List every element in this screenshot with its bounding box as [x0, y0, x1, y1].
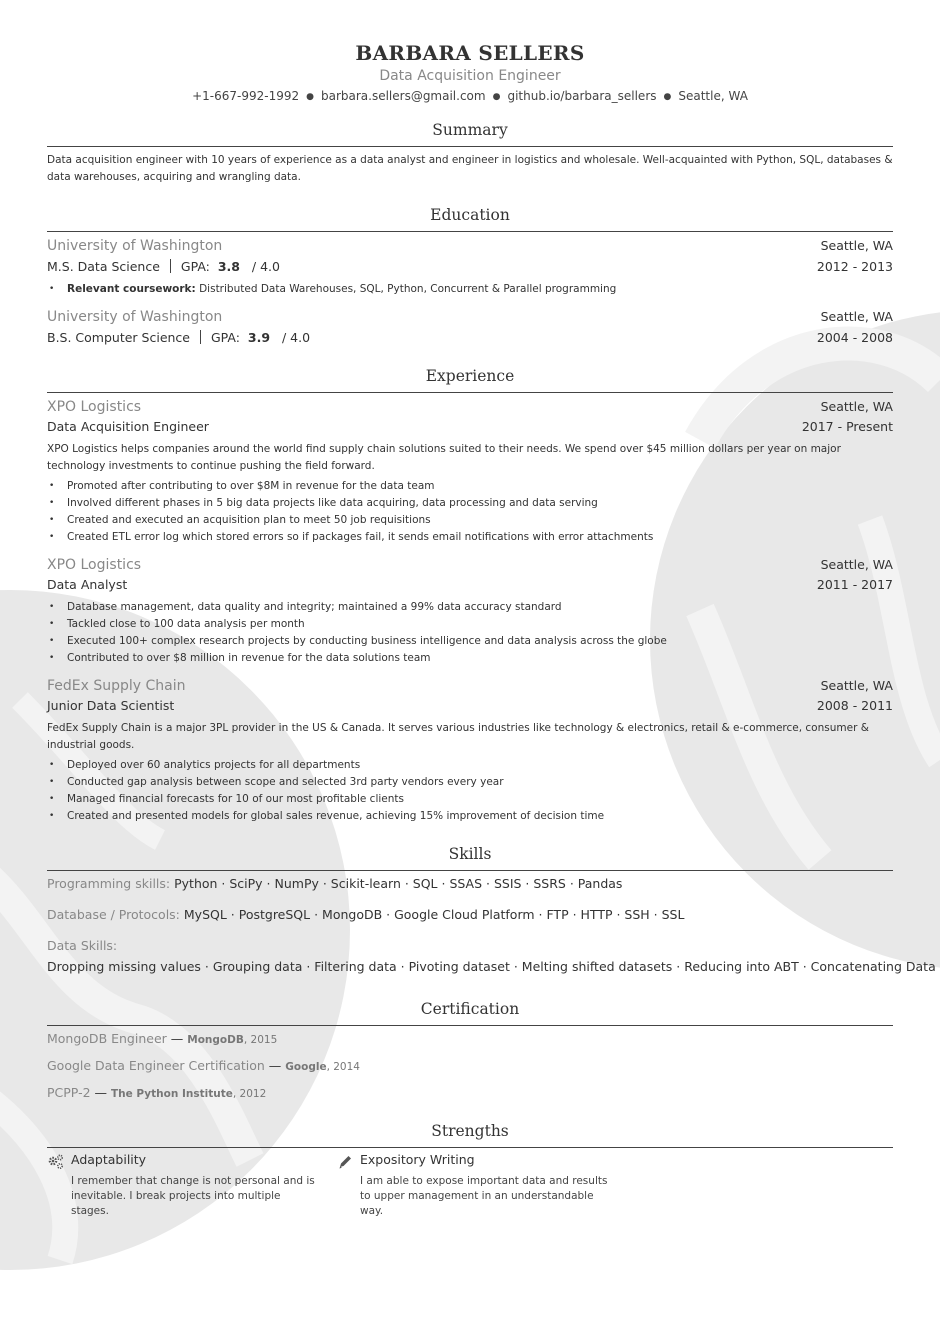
coursework-text: Distributed Data Warehouses, SQL, Python, Concurrent & Parallel programming: [199, 283, 617, 295]
certification-issuer: Google: [285, 1061, 327, 1073]
certification-name: Google Data Engineer Certification: [47, 1058, 265, 1073]
candidate-title: Data Acquisition Engineer: [379, 68, 561, 84]
certification-name: PCPP-2: [47, 1085, 91, 1100]
experience-dates: 2017 - Present: [801, 419, 893, 434]
contact-line: [47, 89, 893, 103]
pencil-icon: [337, 1153, 355, 1171]
list-item: • Created ETL error log which stored errors so if packages fail, it sends email notifications with error attachments: [47, 529, 893, 546]
skill-row: [47, 907, 684, 922]
coursework-list: [47, 281, 893, 298]
list-item: • Created and presented models for global sales revenue, achieving 15% improvement of decision time: [47, 808, 893, 825]
section-divider: [47, 870, 893, 871]
certification-issuer: MongoDB: [187, 1034, 244, 1046]
experience-dates: 2011 - 2017: [816, 577, 893, 592]
experience-location: Seattle, WA: [820, 678, 893, 693]
experience-bullets: [47, 599, 893, 667]
education-location: Seattle, WA: [820, 309, 893, 324]
summary-text: Data acquisition engineer with 10 years of experience as a data analyst and engineer in logistics and wholesale. Well-acquainted with Python, SQL, databases & data warehouses, acquiring and wrangling data.: [47, 154, 893, 183]
separator-bar: [200, 330, 201, 344]
section-title-summary: Summary: [432, 121, 508, 139]
skill-label: Programming skills:: [47, 876, 171, 891]
experience-dates: 2008 - 2011: [816, 698, 893, 713]
experience-company: XPO Logistics: [47, 557, 142, 573]
experience-bullets: [47, 478, 893, 546]
list-item: • Database management, data quality and integrity; maintained a 99% data accuracy standard: [47, 599, 893, 616]
certification-item: MongoDB Engineer — MongoDB, 2015: [47, 1031, 278, 1046]
education-dates: 2004 - 2008: [816, 330, 893, 345]
experience-bullets: [47, 757, 893, 825]
gpa-max: / 4.0: [282, 330, 311, 345]
section-title-experience: Experience: [425, 367, 515, 385]
education-dates: 2012 - 2013: [816, 259, 893, 274]
skill-row: [47, 938, 117, 953]
education-location: Seattle, WA: [820, 238, 893, 253]
gpa-value: 3.9: [247, 330, 271, 345]
skill-row: [47, 876, 622, 891]
certification-year: , 2015: [243, 1034, 278, 1046]
skill-items: MySQL · PostgreSQL · MongoDB · Google Cloud Platform · FTP · HTTP · SSH · SSL: [183, 907, 685, 922]
strength-description: I remember that change is not personal and is inevitable. I break projects into multiple stages.: [71, 1175, 315, 1217]
certification-item: PCPP-2 — The Python Institute, 2012: [47, 1085, 267, 1100]
separator-dot: ●: [306, 92, 314, 102]
education-degree: M.S. Data Science: [47, 259, 160, 274]
gears-icon: [47, 1153, 65, 1171]
phone[interactable]: +1-667-992-1992: [192, 89, 300, 103]
section-divider: [47, 1025, 893, 1026]
strength-title: Expository Writing: [360, 1152, 475, 1167]
list-item: • Deployed over 60 analytics projects for all departments: [47, 757, 893, 774]
experience-description: FedEx Supply Chain is a major 3PL provider in the US & Canada. It serves various industries like technology & electronics, retail & e-commerce, consumer & industrial goods.: [47, 722, 869, 751]
website-link[interactable]: github.io/barbara_sellers: [507, 89, 657, 103]
skill-items: Python · SciPy · NumPy · Scikit-learn · SQL · SSAS · SSIS · SSRS · Pandas: [174, 876, 623, 891]
section-divider: [47, 392, 893, 393]
list-item: [47, 281, 893, 298]
section-divider: [47, 146, 893, 147]
separator-dot: ●: [492, 92, 501, 102]
experience-location: Seattle, WA: [820, 557, 893, 572]
list-item: • Created and executed an acquisition plan to meet 50 job requisitions: [47, 512, 893, 529]
certification-item: Google Data Engineer Certification — Google, 2014: [47, 1058, 360, 1073]
candidate-name: BARBARA SELLERS: [355, 41, 585, 65]
gpa-max: / 4.0: [251, 259, 280, 274]
education-degree-line: [47, 259, 280, 274]
section-title-certification: Certification: [420, 1000, 520, 1018]
section-title-strengths: Strengths: [431, 1122, 509, 1140]
list-item: • Involved different phases in 5 big data projects like data acquiring, data processing and data serving: [47, 495, 893, 512]
strength-title: Adaptability: [71, 1152, 147, 1167]
certification-issuer: The Python Institute: [111, 1088, 233, 1100]
skill-label: Data Skills:: [47, 938, 118, 953]
separator-dot: ●: [663, 92, 672, 102]
experience-description: XPO Logistics helps companies around the world find supply chain solutions suited to their needs. We spend over $45 million dollars per year on major technology investments to continue pushing the field forward.: [47, 443, 841, 472]
strength-description: I am able to expose important data and results to upper management in an understandable way.: [360, 1175, 608, 1217]
list-item: • Conducted gap analysis between scope and selected 3rd party vendors every year: [47, 774, 893, 791]
coursework-label: Relevant coursework:: [67, 283, 196, 295]
experience-location: Seattle, WA: [820, 399, 893, 414]
list-item: • Executed 100+ complex research projects by conducting business intelligence and data analysis across the globe: [47, 633, 893, 650]
education-school: University of Washington: [47, 238, 223, 254]
certification-year: , 2012: [232, 1088, 267, 1100]
education-degree-line: [47, 330, 310, 345]
experience-role: Data Acquisition Engineer: [47, 419, 209, 434]
certification-year: , 2014: [326, 1061, 360, 1073]
experience-role: Data Analyst: [47, 577, 128, 592]
skill-label: Database / Protocols:: [47, 907, 180, 922]
experience-role: Junior Data Scientist: [47, 698, 175, 713]
separator-bar: [170, 259, 171, 273]
skill-items: Dropping missing values · Grouping data · Filtering data · Pivoting dataset · Melting shifted datasets · Reducing into ABT · Concatenating Data: [47, 959, 936, 974]
gpa-value: 3.8: [217, 259, 240, 274]
section-divider: [47, 1147, 893, 1148]
education-degree: B.S. Computer Science: [47, 330, 190, 345]
section-divider: [47, 231, 893, 232]
list-item: • Promoted after contributing to over $8M in revenue for the data team: [47, 478, 893, 495]
section-title-skills: Skills: [448, 845, 492, 863]
gpa-label: GPA:: [211, 330, 240, 345]
experience-company: XPO Logistics: [47, 399, 142, 415]
certification-name: MongoDB Engineer: [47, 1031, 167, 1046]
experience-company: FedEx Supply Chain: [47, 678, 186, 694]
list-item: • Contributed to over $8 million in revenue for the data solutions team: [47, 650, 893, 667]
section-title-education: Education: [430, 206, 510, 224]
location: Seattle, WA: [678, 89, 748, 103]
list-item: • Managed financial forecasts for 10 of our most profitable clients: [47, 791, 893, 808]
education-school: University of Washington: [47, 309, 223, 325]
list-item: • Tackled close to 100 data analysis per month: [47, 616, 893, 633]
gpa-label: GPA:: [180, 259, 210, 274]
email-link[interactable]: barbara.sellers@gmail.com: [320, 89, 486, 103]
